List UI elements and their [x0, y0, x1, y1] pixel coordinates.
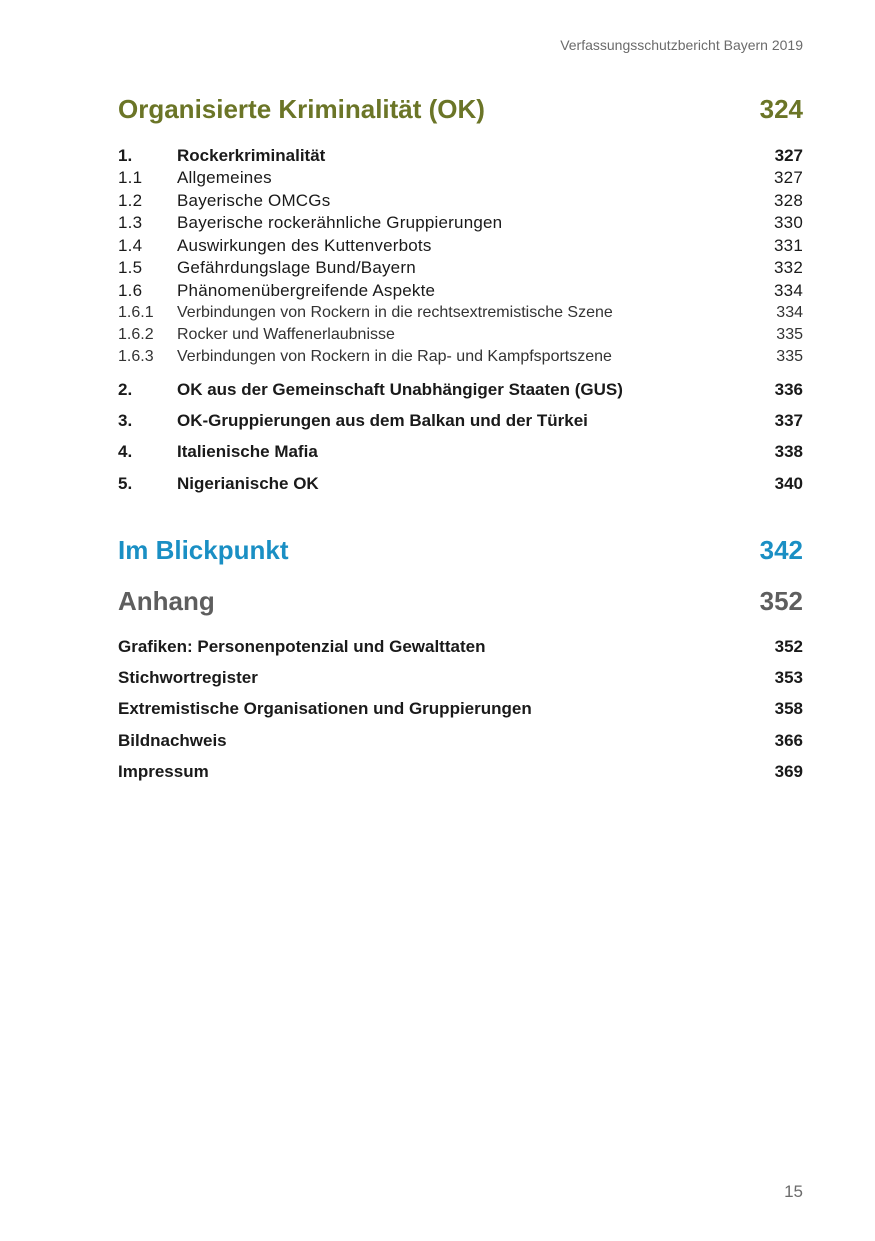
page-number: 15 [784, 1182, 803, 1201]
toc-entry-1-4[interactable] [118, 236, 803, 256]
toc-entry-1-6-1[interactable] [118, 304, 803, 322]
running-header: Verfassungsschutzbericht Bayern 2019 [560, 37, 803, 53]
toc-entry-anhang-impressum[interactable] [118, 762, 803, 782]
entry-page: 352 [774, 637, 803, 656]
section-title: Im Blickpunkt [118, 535, 289, 565]
entry-number: 1.6.2 [118, 326, 154, 343]
entry-page: 340 [774, 474, 803, 493]
entry-label: Italienische Mafia [177, 442, 318, 461]
section-page: 324 [759, 94, 803, 124]
toc-entry-2[interactable] [118, 380, 803, 400]
entry-label: Phänomenübergreifende Aspekte [177, 281, 436, 300]
entry-page: 327 [774, 168, 803, 187]
toc-entry-3[interactable] [118, 411, 803, 431]
entry-label: Verbindungen von Rockern in die rechtsextremistische Szene [177, 304, 613, 321]
toc-entry-anhang-grafiken[interactable] [118, 637, 803, 657]
toc-entry-1-3[interactable] [118, 213, 803, 233]
entry-number: 5. [118, 474, 133, 493]
entry-label: Stichwortregister [118, 668, 258, 687]
entry-label: Nigerianische OK [177, 474, 319, 493]
entry-number: 4. [118, 442, 133, 461]
entry-page: 336 [774, 380, 803, 399]
entry-number: 3. [118, 411, 133, 430]
toc-entry-anhang-organisationen[interactable] [118, 699, 803, 719]
entry-number: 1.6 [118, 281, 143, 300]
entry-label: Rocker und Waffenerlaubnisse [177, 326, 395, 343]
entry-label: OK aus der Gemeinschaft Unabhängiger Staaten (GUS) [177, 380, 623, 399]
entry-label: Bayerische OMCGs [177, 191, 331, 210]
entry-label: Impressum [118, 762, 209, 781]
entry-page: 327 [774, 146, 803, 165]
section-page: 342 [759, 535, 803, 565]
entry-page: 328 [774, 191, 803, 210]
entry-page: 332 [774, 258, 803, 277]
section-title: Anhang [118, 586, 215, 616]
entry-label: Auswirkungen des Kuttenverbots [177, 236, 432, 255]
entry-page: 334 [774, 281, 803, 300]
entry-page: 366 [774, 731, 803, 750]
entry-label: Grafiken: Personenpotenzial und Gewalttaten [118, 637, 486, 656]
toc-entry-1[interactable] [118, 146, 803, 166]
entry-number: 1.1 [118, 168, 143, 187]
toc-entry-4[interactable] [118, 442, 803, 462]
entry-page: 337 [774, 411, 803, 430]
toc-entry-1-6-3[interactable] [118, 348, 803, 366]
entry-number: 1.6.3 [118, 348, 154, 365]
entry-label: Allgemeines [177, 168, 272, 187]
entry-label: Gefährdungslage Bund/Bayern [177, 258, 416, 277]
entry-page: 338 [774, 442, 803, 461]
section-page: 352 [759, 586, 803, 616]
entry-page: 335 [776, 348, 803, 365]
section-heading-ok[interactable] [118, 94, 803, 125]
toc-entry-1-1[interactable] [118, 168, 803, 188]
entry-number: 1.3 [118, 213, 143, 232]
entry-page: 334 [776, 304, 803, 321]
entry-page: 330 [774, 213, 803, 232]
entry-page: 369 [774, 762, 803, 781]
toc-entry-1-2[interactable] [118, 191, 803, 211]
toc-entry-anhang-bildnachweis[interactable] [118, 731, 803, 751]
section-title: Organisierte Kriminalität (OK) [118, 94, 485, 124]
entry-label: Bayerische rockerähnliche Gruppierungen [177, 213, 503, 232]
entry-label: Rockerkriminalität [177, 146, 326, 165]
toc-entry-anhang-stichwortregister[interactable] [118, 668, 803, 688]
toc-entry-1-6[interactable] [118, 281, 803, 301]
section-heading-blickpunkt[interactable] [118, 535, 803, 566]
entry-label: Extremistische Organisationen und Gruppierungen [118, 699, 532, 718]
toc-entry-1-6-2[interactable] [118, 326, 803, 344]
entry-number: 1. [118, 146, 133, 165]
entry-number: 2. [118, 380, 133, 399]
entry-label: OK-Gruppierungen aus dem Balkan und der Türkei [177, 411, 588, 430]
toc-entry-1-5[interactable] [118, 258, 803, 278]
entry-page: 358 [774, 699, 803, 718]
entry-label: Bildnachweis [118, 731, 227, 750]
entry-number: 1.2 [118, 191, 143, 210]
toc-entry-5[interactable] [118, 474, 803, 494]
entry-number: 1.6.1 [118, 304, 154, 321]
entry-number: 1.5 [118, 258, 143, 277]
section-heading-anhang[interactable] [118, 586, 803, 617]
entry-label: Verbindungen von Rockern in die Rap- und Kampfsportszene [177, 348, 612, 365]
entry-page: 335 [776, 326, 803, 343]
entry-page: 353 [774, 668, 803, 687]
entry-page: 331 [774, 236, 803, 255]
entry-number: 1.4 [118, 236, 143, 255]
